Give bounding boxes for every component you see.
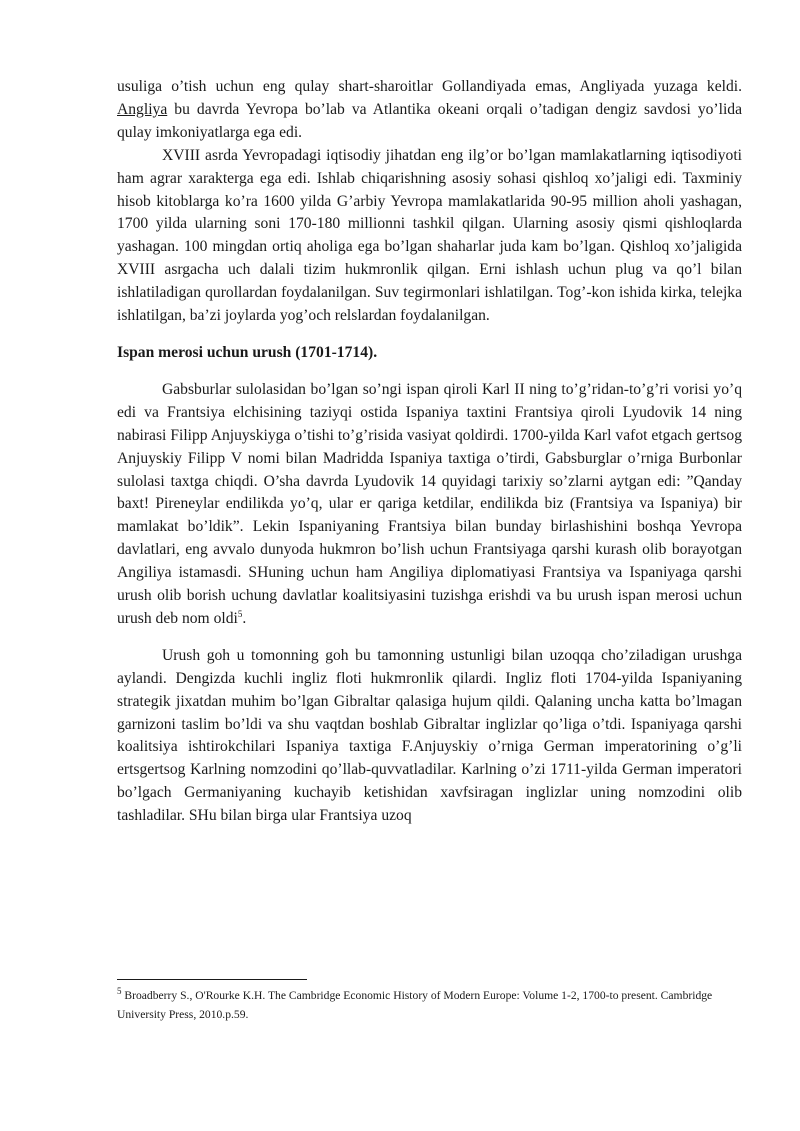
paragraph-1 (117, 76, 742, 145)
footnote (117, 986, 742, 1024)
footnote-reference[interactable]: 5 (237, 608, 243, 619)
page-body (117, 76, 742, 828)
paragraph-3-text: Gabsburlar sulolasidan bo’lgan so’ngi ispan qiroli Karl II ning to’g’ridan-to’g’ri vorisi yo’q edi va Frantsiya elchisining taziyqi ostida Ispaniya taxtini Frantsiya qiroli Lyudovik 14 ning nabirasi Filipp Anjuyskiyga o’tishi to’g’risida vasiyat qoldirdi. 1700-yilda Karl vafot etgach gertsog Anjuyskiy Filipp V nomi bilan Madridda Ispaniya taxtiga o’tirdi, Gabsburglar o’rniga Burbonlar sulolasi taxtga chiqdi. O’sha davrda Lyudovik 14 quyidagi tarixiy so’zlarni aytgan edi: ”Qanday baxt! Pireneylar endilikda yo’q, ular er qariga ketdilar, endilikda biz (Frantsiya va Ispaniya) bir mamlakat bo’ldik”. Lekin Ispaniyaning Frantsiya bilan bunday birlashishini boshqa Yevropa davlatlari, eng avvalo dunyoda hukmron bo’lish uchun Frantsiyaga qarshi kurash olib borayotgan Angiliya istamasdi. SHuning uchun ham Angiliya diplomatiyasi Frantsiya va Ispaniyaga qarshi urush olib borish uchung davlatlar koalitsiyasini tuzishga erishdi va bu urush ispan merosi uchun urush deb nom oldi (117, 380, 742, 627)
paragraph-2: XVIII asrda Yevropadagi iqtisodiy jihatdan eng ilg’or bo’lgan mamlakatlarning iqtisodiyoti ham agrar xarakterga ega edi. Ishlab chiqarishning asosiy sohasi qishloq xo’jaligi edi. Taxminiy hisob kitoblarga ko’ra 1600 yilda G’arbiy Yevropa mamlakatlarida 90-95 million aholi yashagan, 1700 yilda ularning soni 170-180 millionni tashkil qilgan. Ularning asosiy qismi qishloqlarda yashagan. 100 mingdan ortiq aholiga ega bo’lgan shaharlar juda kam bo’lgan. Qishloq xo’jaligida XVIII asrgacha uch dalali tizim hukmronlik qilgan. Erni ishlash uchun plug va qo’l bilan ishlatiladigan qurollardan foydalanilgan. Suv tegirmonlari ishlatilgan. Tog’-kon ishida kirka, telejka ishlatilgan, ba’zi joylarda yog’och relslardan foydalanilgan. (117, 146, 742, 325)
section-heading: Ispan merosi uchun urush (1701-1714). (117, 343, 378, 361)
footnote-divider (117, 979, 307, 980)
paragraph-1-text-b: bu davrda Yevropa bo’lab va Atlantika okeani orqali o’tadigan dengiz savdosi yo’lida qulay imkoniyatlarga ega edi. (117, 100, 742, 141)
paragraph-4: Urush goh u tomonning goh bu tamonning ustunligi bilan uzoqqa cho’ziladigan urushga aylandi. Dengizda kuchli ingliz floti hukmronlik qilardi. Ingliz floti 1704-yilda Ispaniyaning strategik jixatdan muhim bo’lgan Gibraltar qalasiga hujum qildi. Qalaning uncha katta bo’lmagan garnizoni taslim bo’ldi va shu vaqtdan boshlab Gibraltar inglizlar qo’liga o’tdi. Ispaniyaga qarshi koalitsiya ishtirokchilari Ispaniya taxtiga F.Anjuyskiy o’rniga German imperatorining o’g’li ertsgertsog Karlning nomzodini qo’llab-quvvatladilar. Karlning o’zi 1711-yilda German imperatori bo’lgach Germaniyaning kuchayib ketishidan xavfsiragan inglizlar uning nomzodini olib tashladilar. SHu bilan birga ular Frantsiya uzoq (117, 646, 742, 825)
paragraph-3-end: . (242, 609, 247, 627)
paragraph-3 (117, 379, 742, 631)
paragraph-1-text-a: usuliga o’tish uchun eng qulay shart-sharoitlar Gollandiyada emas, Angliyada yuzaga keldi. (117, 78, 742, 95)
footnote-text: Broadberry S., O'Rourke K.H. The Cambridge Economic History of Modern Europe: Volume 1-2, 1700-to present. Cambridge University Press, 2010.p.59. (117, 989, 713, 1021)
footnote-marker: 5 (117, 986, 122, 997)
angliya-link[interactable]: Angliya (117, 100, 168, 118)
